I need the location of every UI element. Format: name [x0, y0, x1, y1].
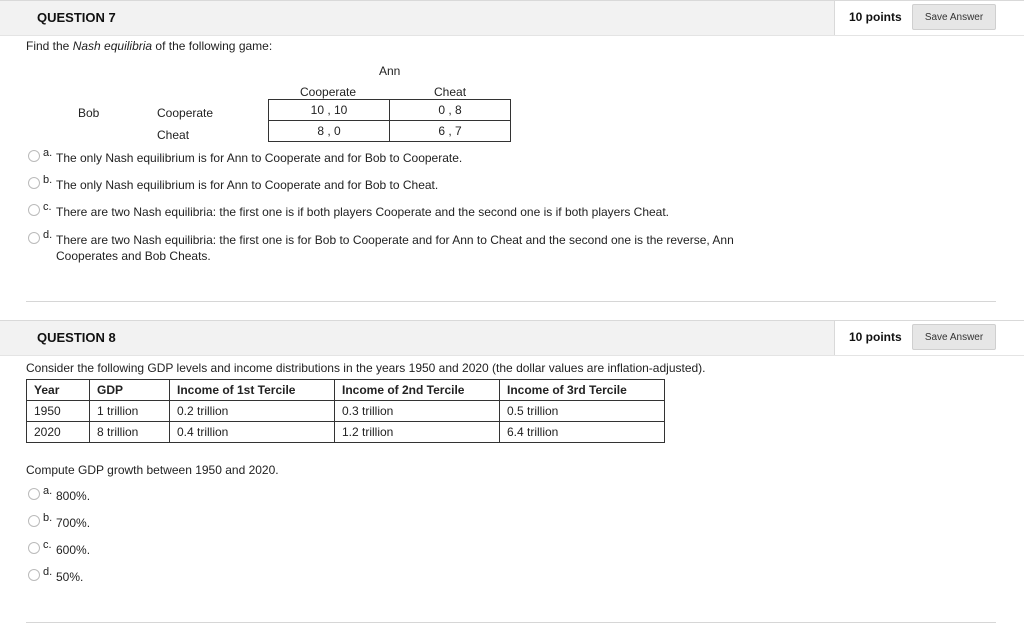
payoff-cell: 10 , 10 [269, 100, 390, 121]
question-divider [26, 301, 996, 302]
table-cell: 0.2 trillion [170, 401, 335, 422]
radio-button[interactable] [28, 542, 40, 554]
option-letter: a. [43, 147, 53, 159]
row-label-cooperate: Cooperate [157, 106, 214, 120]
row-player-label: Bob [78, 106, 100, 120]
points-label: 10 points [849, 330, 902, 344]
question-8-header [0, 320, 1024, 356]
question-divider [26, 622, 996, 623]
radio-button[interactable] [28, 515, 40, 527]
option-letter: c. [43, 539, 52, 551]
question-title: QUESTION 8 [37, 330, 116, 345]
points-box [834, 1, 1024, 35]
option-text: 700%. [56, 516, 91, 530]
option-letter: c. [43, 201, 52, 213]
emphasis-term: Nash equilibria [72, 39, 153, 53]
column-header: GDP [90, 380, 170, 401]
question-subprompt: Compute GDP growth between 1950 and 2020. [26, 463, 279, 477]
option-letter: b. [43, 174, 53, 186]
question-prompt: Consider the following GDP levels and income distributions in the years 1950 and 2020 (the dollar values are inflation-adjusted). [26, 361, 706, 375]
table-cell: 0.3 trillion [335, 401, 500, 422]
option-text: 600%. [56, 543, 91, 557]
option-text: The only Nash equilibrium is for Ann to Cooperate and for Bob to Cooperate. [56, 151, 463, 165]
points-label: 10 points [849, 10, 902, 24]
option-letter: d. [43, 229, 53, 241]
table-cell: 1.2 trillion [335, 422, 500, 443]
table-cell: 1950 [27, 401, 90, 422]
radio-button[interactable] [28, 177, 40, 189]
option-text: There are two Nash equilibria: the first one is for Bob to Cooperate and for Ann to Cheat and the second one is the reverse, Ann Cooperates and Bob Cheats. [56, 233, 734, 263]
column-header: Income of 2nd Tercile [335, 380, 500, 401]
radio-button[interactable] [28, 204, 40, 216]
column-header: Income of 3rd Tercile [500, 380, 665, 401]
option-text: The only Nash equilibrium is for Ann to Cooperate and for Bob to Cheat. [56, 178, 439, 192]
table-row [27, 401, 665, 422]
question-title: QUESTION 7 [37, 10, 116, 25]
table-cell: 6.4 trillion [500, 422, 665, 443]
option-letter: d. [43, 566, 53, 578]
option-text: There are two Nash equilibria: the first one is if both players Cooperate and the second one is if both players Cheat. [56, 205, 670, 219]
matrix-row [269, 121, 511, 142]
payoff-cell: 6 , 7 [390, 121, 511, 142]
table-header-row [27, 380, 665, 401]
column-label-cooperate: Cooperate [300, 85, 357, 99]
payoff-matrix [268, 99, 511, 142]
points-box [834, 321, 1024, 355]
radio-button[interactable] [28, 488, 40, 500]
question-7-header [0, 0, 1024, 36]
column-player-label: Ann [379, 64, 401, 78]
payoff-cell: 8 , 0 [269, 121, 390, 142]
radio-button[interactable] [28, 569, 40, 581]
gdp-table [26, 379, 665, 443]
table-cell: 8 trillion [90, 422, 170, 443]
table-row [27, 422, 665, 443]
column-header: Income of 1st Tercile [170, 380, 335, 401]
radio-button[interactable] [28, 232, 40, 244]
save-answer-button[interactable]: Save Answer [912, 4, 996, 30]
table-cell: 0.5 trillion [500, 401, 665, 422]
question-prompt: Find the Nash equilibria of the following game: [26, 39, 273, 53]
table-cell: 1 trillion [90, 401, 170, 422]
option-text: 800%. [56, 489, 91, 503]
column-label-cheat: Cheat [434, 85, 467, 99]
option-letter: a. [43, 485, 53, 497]
option-letter: b. [43, 512, 53, 524]
row-label-cheat: Cheat [157, 128, 190, 142]
option-text: 50%. [56, 570, 84, 584]
table-cell: 0.4 trillion [170, 422, 335, 443]
payoff-cell: 0 , 8 [390, 100, 511, 121]
matrix-row [269, 100, 511, 121]
column-header: Year [27, 380, 90, 401]
table-cell: 2020 [27, 422, 90, 443]
save-answer-button[interactable]: Save Answer [912, 324, 996, 350]
radio-button[interactable] [28, 150, 40, 162]
